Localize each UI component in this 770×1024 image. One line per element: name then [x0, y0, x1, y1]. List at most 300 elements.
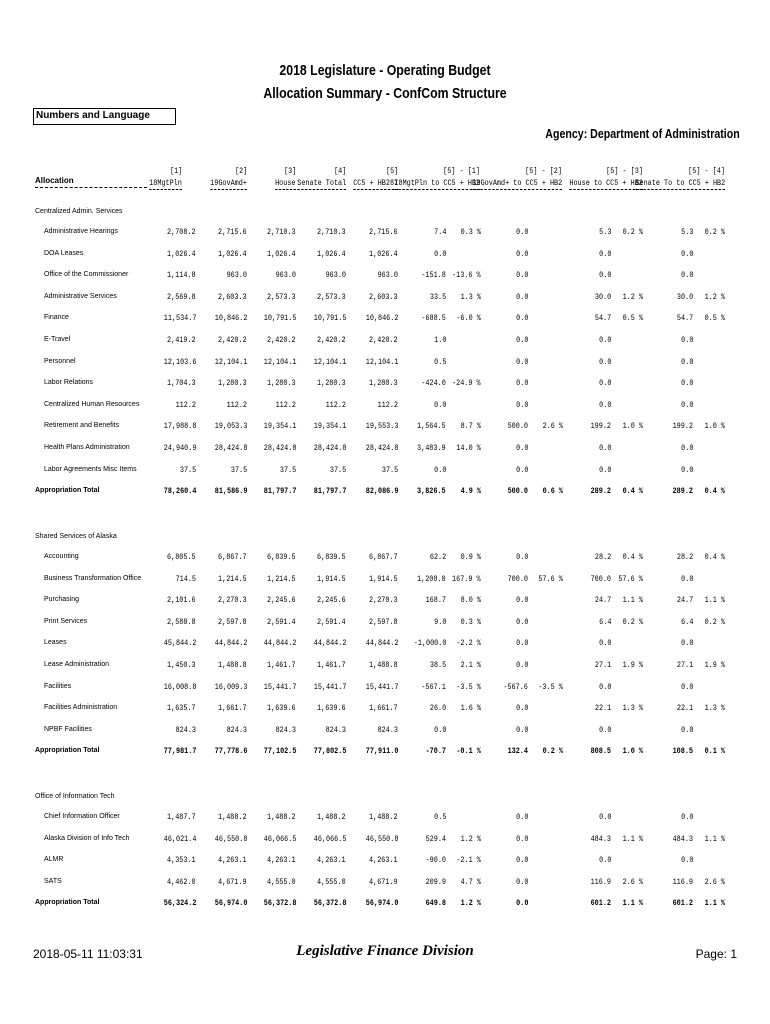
- row-value: 37.5: [230, 465, 247, 475]
- row-value: 37.5: [381, 465, 398, 475]
- row-value: 0.0: [515, 617, 528, 627]
- row-value: 4,555.0: [317, 877, 346, 887]
- row-value: 289.2: [672, 487, 693, 497]
- row-value: -151.8: [421, 271, 446, 281]
- row-value: 0.0: [680, 379, 693, 389]
- agency-label: Agency: Department of Administration: [545, 127, 740, 141]
- row-value: 1,280.3: [317, 379, 346, 389]
- row-value: 8.0 %: [460, 596, 481, 606]
- table-row: [0, 683, 770, 695]
- row-value: 4.7 %: [460, 877, 481, 887]
- table-row: [0, 639, 770, 651]
- row-value: 1.3 %: [704, 704, 725, 714]
- row-value: 4,263.1: [218, 856, 247, 866]
- row-value: 1,200.0: [417, 574, 446, 584]
- table-row: [0, 271, 770, 283]
- table-row: [0, 704, 770, 716]
- row-value: 0.0: [598, 856, 611, 866]
- table-row: [0, 379, 770, 391]
- row-value: 1.0 %: [704, 422, 725, 432]
- row-value: 46,550.8: [365, 834, 398, 844]
- row-value: 700.0: [590, 574, 611, 584]
- row-value: 10,846.2: [365, 314, 398, 324]
- row-value: 37.5: [179, 465, 196, 475]
- row-value: 19,053.3: [214, 422, 247, 432]
- row-value: -424.0: [421, 379, 446, 389]
- row-value: -3.5 %: [538, 682, 563, 692]
- row-value: 0.0: [598, 725, 611, 735]
- row-value: 0.0: [515, 834, 528, 844]
- row-value: 824.3: [175, 725, 196, 735]
- row-value: 0.2 %: [704, 228, 725, 237]
- row-value: 1,487.7: [167, 813, 196, 822]
- row-label: Labor Relations: [44, 379, 94, 387]
- row-label: SATS: [44, 877, 62, 885]
- row-value: 2,270.3: [218, 596, 247, 606]
- row-value: 0.0: [598, 465, 611, 475]
- row-value: 5.3: [598, 228, 611, 237]
- row-value: 27.1: [594, 661, 611, 670]
- row-value: 484.3: [672, 834, 693, 844]
- row-label: Office of the Commissioner: [44, 271, 129, 279]
- row-value: 0.0: [515, 877, 528, 887]
- row-value: 0.0: [515, 228, 528, 237]
- row-value: 0.0: [433, 249, 446, 259]
- row-value: 3,826.5: [417, 487, 446, 497]
- row-value: 1,488.2: [267, 813, 296, 822]
- row-value: 963.0: [377, 271, 398, 281]
- column-header-index: [1]: [169, 166, 182, 176]
- row-value: 12,104.1: [263, 357, 296, 367]
- row-value: 700.0: [507, 574, 528, 584]
- row-value: 57.6 %: [618, 574, 643, 584]
- table-row: [0, 835, 770, 847]
- row-value: 0.4 %: [622, 553, 643, 562]
- row-value: 1,214.5: [267, 574, 296, 584]
- row-label: E-Travel: [44, 336, 71, 343]
- row-value: 15,441.7: [263, 682, 296, 692]
- row-value: 0.0: [598, 379, 611, 389]
- row-value: 1.0 %: [622, 422, 643, 432]
- row-value: 77,802.5: [313, 747, 346, 757]
- row-value: -0.1 %: [456, 747, 481, 757]
- row-value: 4,671.9: [369, 877, 398, 887]
- row-value: 0.0: [433, 400, 446, 410]
- row-value: 4,462.0: [167, 877, 196, 887]
- table-row: [0, 293, 770, 305]
- numbers-language-box: Numbers and Language: [33, 108, 176, 125]
- row-value: 1.6 %: [460, 704, 481, 714]
- row-value: 0.4 %: [704, 487, 725, 497]
- appropriation-total-row: [0, 487, 770, 499]
- row-value: 45,844.2: [163, 639, 196, 649]
- row-value: 77,778.6: [214, 747, 247, 757]
- column-header-label: 19GovAmd+ to CC5 + HB2: [472, 178, 562, 188]
- footer-datetime: 2018-05-11 11:03:31: [33, 947, 143, 961]
- row-value: 0.3 %: [460, 228, 481, 237]
- row-value: 1,564.5: [417, 422, 446, 432]
- row-value: 1.1 %: [704, 596, 725, 606]
- column-header-index: [5] - [4]: [688, 166, 725, 176]
- row-value: 0.9 %: [460, 553, 481, 562]
- row-value: 1.1 %: [622, 899, 643, 909]
- row-value: 4.9 %: [460, 487, 481, 497]
- column-header-index: [5] - [3]: [606, 166, 643, 176]
- row-value: 1,914.5: [317, 574, 346, 584]
- row-value: 37.5: [279, 465, 296, 475]
- row-value: 19,354.1: [313, 422, 346, 432]
- row-value: 46,021.4: [163, 834, 196, 844]
- row-value: 0.0: [598, 357, 611, 367]
- row-value: 0.0: [680, 444, 693, 453]
- row-value: 56,372.8: [263, 899, 296, 909]
- row-value: 0.0: [515, 813, 528, 822]
- row-value: 37.5: [329, 465, 346, 475]
- row-value: 0.5 %: [704, 314, 725, 324]
- row-value: 199.2: [672, 422, 693, 432]
- row-value: 1,280.3: [218, 379, 247, 389]
- row-value: 1,026.4: [369, 249, 398, 259]
- row-value: 2,419.2: [167, 336, 196, 345]
- row-value: 28.2: [594, 553, 611, 562]
- row-value: 1,450.3: [167, 661, 196, 670]
- row-value: 28,424.8: [263, 444, 296, 453]
- row-value: 0.0: [680, 249, 693, 259]
- row-value: 2,101.6: [167, 596, 196, 606]
- row-value: 0.0: [515, 553, 528, 562]
- row-value: 81,797.7: [313, 487, 346, 497]
- table-row: [0, 336, 770, 348]
- row-value: 1,488.2: [218, 813, 247, 822]
- row-value: 10,791.5: [263, 314, 296, 324]
- appropriation-total-row: [0, 899, 770, 911]
- row-value: 1,661.7: [369, 704, 398, 714]
- table-row: [0, 596, 770, 608]
- row-value: 6,867.7: [369, 553, 398, 562]
- row-label: Leases: [44, 639, 67, 647]
- row-value: 116.9: [672, 877, 693, 887]
- section-heading: Shared Services of Alaska: [35, 533, 117, 540]
- row-value: 1,639.6: [317, 704, 346, 714]
- column-header-label: 18MgtPln to CC5 + HB2: [394, 178, 480, 188]
- row-value: 2,603.3: [218, 292, 247, 302]
- table-row: [0, 401, 770, 413]
- row-value: 0.0: [515, 596, 528, 606]
- row-label: Facilities Administration: [44, 704, 118, 712]
- row-value: 10,791.5: [313, 314, 346, 324]
- row-label: ALMR: [44, 856, 64, 864]
- row-value: 112.2: [226, 400, 247, 410]
- row-value: 601.2: [672, 899, 693, 909]
- column-header-label: 19GovAmd+: [210, 178, 247, 188]
- row-value: 78,260.4: [163, 487, 196, 497]
- row-value: 82,086.9: [365, 487, 398, 497]
- row-value: 77,911.0: [365, 747, 398, 757]
- row-value: 1.0 %: [622, 747, 643, 757]
- row-value: 0.0: [680, 465, 693, 475]
- row-value: 1.3 %: [622, 704, 643, 714]
- table-row: [0, 466, 770, 478]
- row-value: 714.5: [175, 574, 196, 584]
- row-value: 0.0: [680, 271, 693, 281]
- row-value: 0.0: [515, 271, 528, 281]
- column-header-label: House to CC5 + HB2: [569, 178, 643, 188]
- column-header-index: [3]: [283, 166, 296, 176]
- row-value: 0.2 %: [622, 228, 643, 237]
- row-value: 15,441.7: [313, 682, 346, 692]
- row-label: Chief Information Officer: [44, 813, 120, 820]
- row-value: 824.3: [377, 725, 398, 735]
- row-value: 0.4 %: [622, 487, 643, 497]
- section-heading: Office of Information Tech: [35, 793, 115, 800]
- row-value: 0.0: [680, 856, 693, 866]
- row-value: 168.7: [425, 596, 446, 606]
- row-value: 199.2: [590, 422, 611, 432]
- row-value: 1.3 %: [460, 292, 481, 302]
- row-value: 2,270.3: [369, 596, 398, 606]
- total-label: Appropriation Total: [35, 487, 100, 495]
- footer-division: Legislative Finance Division: [296, 943, 474, 959]
- row-value: 24,940.9: [163, 444, 196, 453]
- row-label: Lease Administration: [44, 661, 109, 668]
- column-header-index: [5] - [2]: [525, 166, 562, 176]
- row-value: 1.9 %: [704, 661, 725, 670]
- table-row: [0, 444, 770, 456]
- row-value: 1,461.7: [267, 661, 296, 670]
- row-value: 116.9: [590, 877, 611, 887]
- row-value: 12,103.6: [163, 357, 196, 367]
- row-value: 0.0: [598, 400, 611, 410]
- row-value: 0.0: [515, 444, 528, 453]
- row-value: 0.0: [680, 813, 693, 822]
- row-value: 81,797.7: [263, 487, 296, 497]
- row-value: 4,671.9: [218, 877, 247, 887]
- table-row: [0, 575, 770, 587]
- row-value: 1.1 %: [622, 596, 643, 606]
- row-value: 28,424.8: [313, 444, 346, 453]
- row-value: 22.1: [594, 704, 611, 714]
- row-value: 2.6 %: [622, 877, 643, 887]
- table-row: [0, 813, 770, 825]
- allocation-header: Allocation: [35, 176, 147, 188]
- row-value: 108.5: [672, 747, 693, 757]
- row-value: -70.7: [425, 747, 446, 757]
- row-value: 1,461.7: [317, 661, 346, 670]
- row-value: 0.0: [515, 379, 528, 389]
- row-value: 19,354.1: [263, 422, 296, 432]
- row-value: 3,483.9: [417, 444, 446, 453]
- row-value: 2,245.6: [317, 596, 346, 606]
- row-value: 2.6 %: [704, 877, 725, 887]
- row-value: 824.3: [226, 725, 247, 735]
- row-value: 28.2: [676, 553, 693, 562]
- row-value: -3.5 %: [456, 682, 481, 692]
- row-value: 10,846.2: [214, 314, 247, 324]
- row-value: 1,488.8: [369, 661, 398, 670]
- row-value: 12,104.1: [214, 357, 247, 367]
- row-label: Accounting: [44, 553, 79, 560]
- row-value: 1,026.4: [317, 249, 346, 259]
- row-value: 12,104.1: [313, 357, 346, 367]
- row-value: 8.7 %: [460, 422, 481, 432]
- row-value: 17,988.8: [163, 422, 196, 432]
- row-value: 6.4: [598, 617, 611, 627]
- row-value: 1.9 %: [622, 661, 643, 670]
- row-value: 2.6 %: [542, 422, 563, 432]
- row-value: 1,635.7: [167, 704, 196, 714]
- row-value: 38.5: [429, 661, 446, 670]
- row-label: Labor Agreements Misc Items: [44, 465, 137, 473]
- row-value: 963.0: [275, 271, 296, 281]
- row-value: 0.0: [680, 336, 693, 345]
- row-value: 0.0: [598, 271, 611, 281]
- row-value: 0.0: [515, 249, 528, 259]
- row-value: 0.2 %: [542, 747, 563, 757]
- row-value: 0.0: [433, 725, 446, 735]
- row-value: 46,066.5: [313, 834, 346, 844]
- row-label: Alaska Division of Info Tech: [44, 834, 130, 842]
- row-value: 1.1 %: [622, 834, 643, 844]
- row-value: 0.0: [680, 357, 693, 367]
- row-value: 1.2 %: [460, 834, 481, 844]
- row-value: 6,867.7: [218, 553, 247, 562]
- row-value: 7.4: [433, 228, 446, 237]
- row-value: 649.8: [425, 899, 446, 909]
- row-value: 2,597.8: [369, 617, 398, 627]
- row-value: 46,066.5: [263, 834, 296, 844]
- row-value: 289.2: [590, 487, 611, 497]
- row-label: Health Plans Administration: [44, 444, 130, 451]
- row-value: 0.5 %: [622, 314, 643, 324]
- row-value: 112.2: [377, 400, 398, 410]
- row-value: 112.2: [175, 400, 196, 410]
- row-value: 2,591.4: [317, 617, 346, 627]
- row-value: 0.4 %: [704, 553, 725, 562]
- row-value: 56,974.0: [365, 899, 398, 909]
- row-value: 0.0: [515, 661, 528, 670]
- row-value: 0.0: [598, 336, 611, 345]
- row-value: 46,550.8: [214, 834, 247, 844]
- row-value: 2.1 %: [460, 661, 481, 670]
- table-row: [0, 618, 770, 630]
- row-value: 28,424.8: [214, 444, 247, 453]
- footer-page-number: Page: 1: [695, 947, 737, 961]
- row-label: Administrative Hearings: [44, 228, 118, 235]
- row-value: 0.0: [680, 639, 693, 649]
- row-value: -1,000.0: [413, 639, 446, 649]
- row-value: 24.7: [594, 596, 611, 606]
- row-value: 2,573.3: [317, 292, 346, 302]
- row-value: 0.0: [515, 639, 528, 649]
- row-value: 1.2 %: [460, 899, 481, 909]
- row-value: 77,981.7: [163, 747, 196, 757]
- row-value: 209.9: [425, 877, 446, 887]
- row-value: 1,914.5: [369, 574, 398, 584]
- row-value: 1,026.4: [267, 249, 296, 259]
- row-value: 56,974.0: [214, 899, 247, 909]
- table-row: [0, 856, 770, 868]
- row-value: 1.1 %: [704, 899, 725, 909]
- row-value: 11,534.7: [163, 314, 196, 324]
- row-value: 2,588.8: [167, 617, 196, 627]
- row-value: 2,710.3: [267, 228, 296, 237]
- row-label: Personnel: [44, 357, 76, 365]
- row-value: 54.7: [594, 314, 611, 324]
- table-row: [0, 228, 770, 240]
- row-label: Purchasing: [44, 596, 80, 604]
- row-value: 0.0: [433, 465, 446, 475]
- row-value: -567.1: [421, 682, 446, 692]
- row-label: Finance: [44, 314, 69, 322]
- row-value: 16,009.3: [214, 682, 247, 692]
- row-value: 2,420.2: [317, 336, 346, 345]
- row-value: 1.0: [433, 336, 446, 345]
- row-value: 0.0: [680, 725, 693, 735]
- row-value: 12,104.1: [365, 357, 398, 367]
- row-value: 601.2: [590, 899, 611, 909]
- row-value: -2.1 %: [456, 856, 481, 866]
- row-value: 81,586.9: [214, 487, 247, 497]
- row-value: 0.0: [598, 639, 611, 649]
- row-value: 2,573.3: [267, 292, 296, 302]
- row-value: 112.2: [325, 400, 346, 410]
- column-header-index: [4]: [333, 166, 346, 176]
- row-value: 2,708.2: [167, 228, 196, 237]
- row-value: 5.3: [680, 228, 693, 237]
- row-value: 0.0: [515, 314, 528, 324]
- row-value: 0.0: [680, 682, 693, 692]
- table-row: [0, 314, 770, 326]
- row-value: 19,553.3: [365, 422, 398, 432]
- row-value: 0.0: [515, 899, 528, 909]
- row-value: 6,839.5: [267, 553, 296, 562]
- row-value: 2,569.8: [167, 292, 196, 302]
- row-value: 2,597.8: [218, 617, 247, 627]
- row-value: 0.2 %: [704, 617, 725, 627]
- row-value: 24.7: [676, 596, 693, 606]
- row-value: 22.1: [676, 704, 693, 714]
- row-value: 0.2 %: [622, 617, 643, 627]
- row-value: 0.0: [515, 400, 528, 410]
- row-label: Print Services: [44, 617, 88, 625]
- row-value: -2.2 %: [456, 639, 481, 649]
- row-value: 2,710.3: [317, 228, 346, 237]
- row-label: NPBF Facilities: [44, 725, 92, 733]
- table-row: [0, 553, 770, 565]
- row-value: 6.4: [680, 617, 693, 627]
- table-row: [0, 250, 770, 262]
- table-row: [0, 878, 770, 890]
- column-header-label: Senate To to CC5 + HB2: [635, 178, 725, 188]
- row-value: 963.0: [325, 271, 346, 281]
- row-value: 0.0: [598, 813, 611, 822]
- row-value: 15,441.7: [365, 682, 398, 692]
- row-label: Administrative Services: [44, 292, 117, 300]
- table-row: [0, 661, 770, 673]
- row-value: 54.7: [676, 314, 693, 324]
- row-value: 0.0: [515, 292, 528, 302]
- row-value: 9.0: [433, 617, 446, 627]
- row-value: 1.2 %: [622, 292, 643, 302]
- row-value: 0.0: [598, 682, 611, 692]
- row-value: 4,353.1: [167, 856, 196, 866]
- row-value: 44,844.2: [214, 639, 247, 649]
- row-label: DOA Leases: [44, 249, 84, 257]
- row-value: 1,488.2: [317, 813, 346, 822]
- row-value: 0.0: [515, 357, 528, 367]
- row-value: 56,324.2: [163, 899, 196, 909]
- row-value: 0.0: [515, 336, 528, 345]
